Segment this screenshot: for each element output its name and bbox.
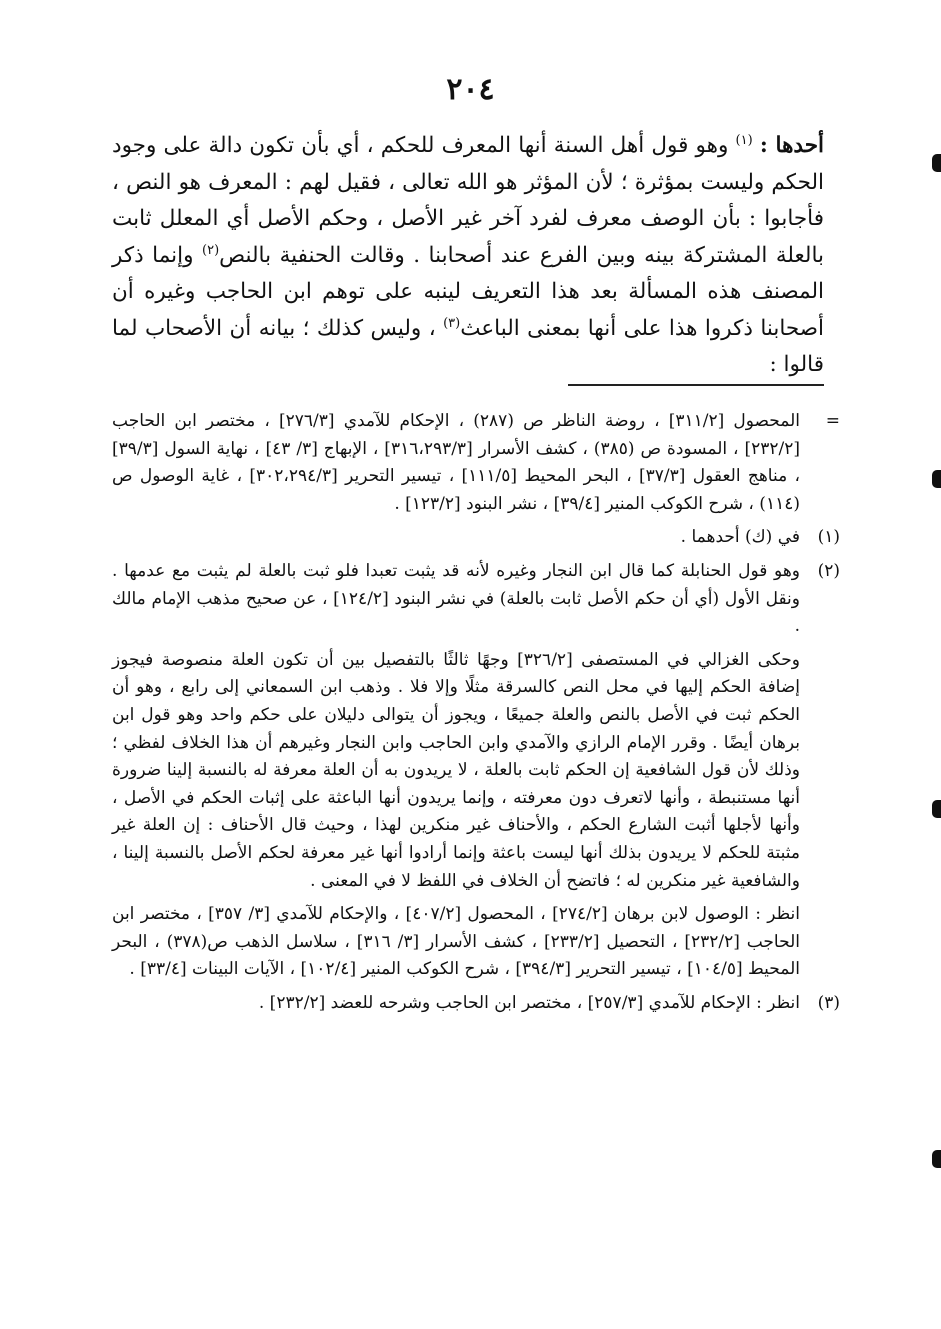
footnote-3-label: (٣) [817,992,840,1013]
footnote-continuation [112,408,840,518]
footnotes [112,408,840,1023]
main-text [112,128,824,384]
continuation-text: المحصول [٣١١/٢] ، روضة الناظر ص (٢٨٧) ، الإحكام للآمدي [٢٧٦/٣] ، مختصر ابن الحاجب [٢٣٢/٢] ، المسودة ص (٣٨٥) ، كشف الأسرار [٣١٦،٢٩٣/٣] ، الإبهاج [٣/ ٤٣] ، نهاية السول [٣٩/٣] ، مناهج العقول [٣٧/٣] ، البحر المحيط [١١١/٥] ، تيسير التحرير [٣٠٢،٢٩٤/٣] ، غاية الوصول ص (١١٤) ، شرح الكوكب المنير [٣٩/٤] ، نشر البنود [١٢٣/٢] . [112,411,801,514]
footnote-2 [112,558,840,641]
footnote-ref-3: (٣) [443,315,461,331]
footnote-1-label: (١) [817,527,840,548]
binding-edge-mark [932,1150,941,1168]
footnote-3 [112,990,840,1018]
main-paragraph [112,128,824,384]
footnote-2-paragraph-3: انظر : الوصول لابن برهان [٢٧٤/٢] ، المحصول [٤٠٧/٢] ، والإحكام للآمدي [٣/ ٣٥٧] ، مختصر ابن الحاجب [٢٣٢/٢] ، التحصيل [٢٣٣/٢] ، كشف الأسرار [٣/ ٣١٦] ، سلاسل الذهب ص(٣٧٨) ، البحر المحيط [١٠٤/٥] ، تيسير التحرير [٣٩٤/٣] ، شرح الكوكب المنير [١٠٢/٤] ، الآيات البينات [٣٣/٤] . [112,904,800,980]
main-segment-3: ، وليس كذلك ؛ بيانه أن الأصحاب لما قالوا : [112,315,824,377]
binding-edge-mark [932,470,941,488]
footnote-1-text: في (ك) أحدهما . [680,527,800,548]
footnote-3-text: انظر : الإحكام للآمدي [٢٥٧/٣] ، مختصر ابن الحاجب وشرحه للعضد [٢٣٢/٢] . [258,992,800,1013]
main-segment-2: وإنما ذكر المصنف هذه المسألة بعد هذا التعريف لينبه على توهم ابن الحاجب وغيره أن أصحابنا ذكروا هذا على أنها بمعنى الباعث [112,242,824,341]
main-segment-1: وهو قول أهل السنة أنها المعرف للحكم ، أي بأن تكون دالة على وجود الحكم وليست بمؤثرة ؛ لأن المؤثر هو الله تعالى ، فقيل لهم : المعرف هو النص ، فأجابوا : بأن الوصف معرف لفرد آخر غير الأصل ، وحكم الأصل أي المعلل ثابت بالعلة المشتركة بينه وبين الفرع عند أصحابنا . وقالت الحنفية بالنص [112,133,824,268]
footnote-2-paragraph-1: وهو قول الحنابلة كما قال ابن النجار وغيره لأنه قد يثبت تعبدا فلو ثبت بالعلة لم يثبت مع عدمها . ونقل الأول (أي أن حكم الأصل ثابت بالعلة) في نشر البنود [١٢٤/٢] ، عن صحيح مذهب الإمام مالك . [112,560,800,637]
lead-word: أحدها : [759,133,824,158]
footnote-ref-2: (٢) [202,242,220,258]
footnote-ref-1: (١) [735,132,753,148]
footnote-separator [568,384,824,386]
footnote-2-label: (٢) [817,560,840,581]
footnote-1 [112,524,840,552]
binding-edge-mark [932,154,941,172]
binding-edge-mark [932,800,941,818]
footnote-2-paragraph-2: وحكى الغزالي في المستصفى [٣٢٦/٢] وجهًا ثالثًا بالتفصيل بين أن تكون العلة منصوصة فيجوز إضافة الحكم إليها في محل النص كالسرقة مثلًا وإلا فلا . وذهب ابن السمعاني إلى رابع ، وهو أن الحكم ثبت في الأصل بالنص والعلة جميعًا ، ويجوز أن يتوالى دليلان على حكم واحد وهو قول ابن برهان أيضًا . وقرر الإمام الرازي والآمدي وابن الحاجب وابن النجار وغيرهم أن هذا الخلاف لفظي ؛ وذلك لأن قول الشافعية إن الحكم ثابت بالعلة ، لا يريدون به أن العلة معرفة له بالنسبة إلينا ضرورة أنها مستنبطة ، وأنها لاتعرف دون معرفته ، وإنما يريدون أنها الباعثة على إثبات الحكم في الأصل ، وأنها لأجلها أثبت الشارع الحكم ، والأحناف غير منكرين لهذا ، وحيث قال الأحناف : إن العلة غير مثبتة للحكم لا يريدون بذلك أنها ليست باعثة وإنما أرادوا أنها غير معرفة لحكم الأصل بالنسبة إلينا ، والشافعية غير منكرين له ؛ فاتضح أن الخلاف في اللفظ لا في المعنى . [112,649,800,891]
page-number: ٢٠٤ [446,72,495,107]
continuation-marker: = [825,411,840,431]
